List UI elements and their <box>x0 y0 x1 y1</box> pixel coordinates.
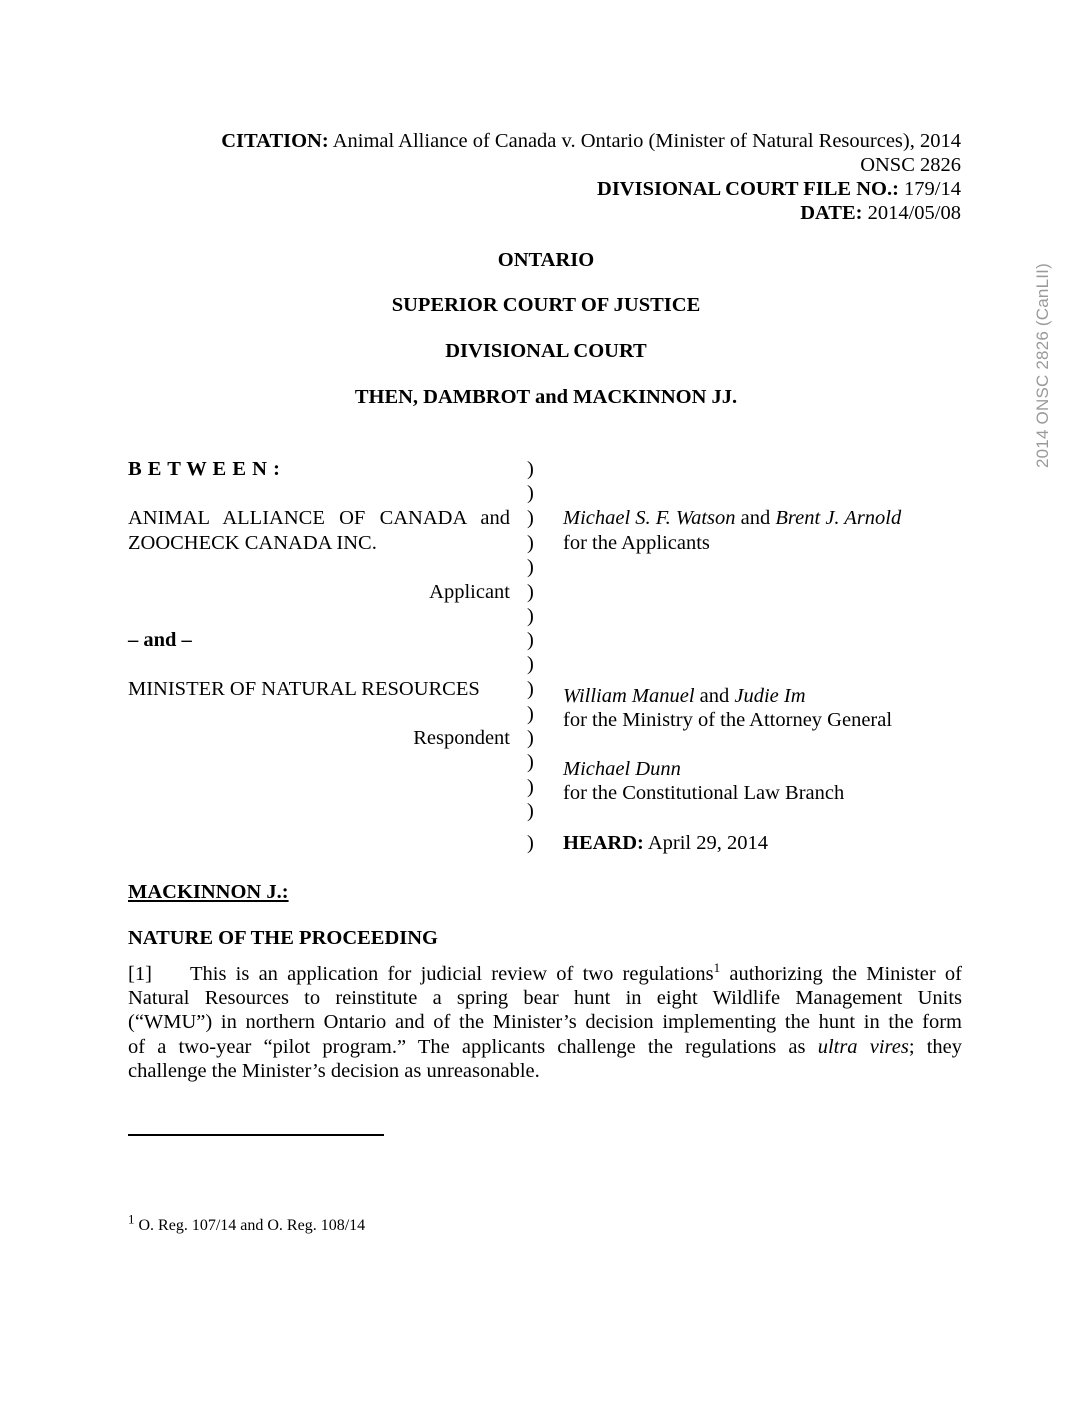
counsel-and: and <box>699 685 730 707</box>
bracket-mark: ) <box>527 458 534 480</box>
heard-date: April 29, 2014 <box>647 832 769 854</box>
bracket-mark: ) <box>527 653 534 675</box>
paragraph-line: Natural Resources to reinstitute a spring bear hunt in eight Wildlife Management Units <box>128 987 962 1010</box>
bracket-mark: ) <box>527 727 534 749</box>
paragraph-1 <box>128 962 962 1083</box>
counsel-name: Judie Im <box>734 685 806 707</box>
court-file-label: DIVISIONAL COURT FILE NO.: <box>597 178 899 200</box>
bracket-mark: ) <box>527 678 534 700</box>
bracket-mark: ) <box>527 556 534 578</box>
counsel-name: William Manuel <box>563 685 695 707</box>
section-heading: NATURE OF THE PROCEEDING <box>128 927 439 949</box>
citation-line <box>221 129 961 153</box>
citation-label: CITATION: <box>221 130 329 152</box>
intervenor-counsel-role: for the Constitutional Law Branch <box>563 782 845 804</box>
footnote <box>128 1211 366 1238</box>
applicants-counsel-role: for the Applicants <box>563 532 710 554</box>
paragraph-line <box>128 1035 962 1059</box>
heard-label: HEARD: <box>563 832 644 854</box>
respondent-counsel <box>563 684 806 708</box>
court-file-number: 179/14 <box>904 178 961 200</box>
bracket-mark: ) <box>527 776 534 798</box>
intervenor-counsel: Michael Dunn <box>563 758 681 780</box>
bracket-mark: ) <box>527 832 534 854</box>
counsel-name: Michael S. F. Watson <box>563 507 736 529</box>
judgment-author: MACKINNON J.: <box>128 881 289 903</box>
paragraph-italic-text: ultra vires <box>817 1035 909 1058</box>
court-name: SUPERIOR COURT OF JUSTICE <box>391 294 701 316</box>
bracket-mark: ) <box>527 507 534 529</box>
date-value: 2014/05/08 <box>867 202 961 224</box>
bracket-mark: ) <box>527 581 534 603</box>
paragraph-text: of a two-year “pilot program.” The applicants challenge the regulations as <box>128 1035 806 1058</box>
bracket-mark: ) <box>527 703 534 725</box>
bracket-mark: ) <box>527 482 534 504</box>
date-line <box>800 201 961 225</box>
court-division: DIVISIONAL COURT <box>445 340 647 362</box>
applicants-counsel <box>563 506 901 530</box>
court-file-line <box>597 177 961 201</box>
heard-line <box>563 831 768 855</box>
counsel-and: and <box>740 507 771 529</box>
bracket-mark: ) <box>527 800 534 822</box>
bracket-mark: ) <box>527 605 534 627</box>
footnote-marker: 1 <box>128 1211 135 1227</box>
paragraph-number: [1] <box>128 963 152 985</box>
between-label: B E T W E E N : <box>128 458 281 480</box>
canlii-watermark: 2014 ONSC 2826 (CanLII) <box>1033 263 1052 468</box>
footnote-text: O. Reg. 107/14 and O. Reg. 108/14 <box>138 1217 366 1234</box>
citation-text: Animal Alliance of Canada v. Ontario (Minister of Natural Resources), 2014 <box>332 130 961 152</box>
paragraph-line: challenge the Minister’s decision as unreasonable. <box>128 1059 540 1082</box>
paragraph-text: authorizing the Minister of <box>720 963 963 985</box>
paragraph-text: This is an application for judicial review of two regulations <box>190 963 714 985</box>
applicant-name-line2: ZOOCHECK CANADA INC. <box>128 532 377 554</box>
paragraph-line <box>128 962 962 986</box>
date-label: DATE: <box>800 202 863 224</box>
bracket-mark: ) <box>527 532 534 554</box>
respondent-name: MINISTER OF NATURAL RESOURCES <box>128 678 480 700</box>
bracket-mark: ) <box>527 629 534 651</box>
judges-line: THEN, DAMBROT and MACKINNON JJ. <box>354 386 738 408</box>
counsel-name: Brent J. Arnold <box>775 507 902 529</box>
respondent-role: Respondent <box>413 727 510 749</box>
province-title: ONTARIO <box>497 249 595 271</box>
and-separator: – and – <box>128 629 192 651</box>
bracket-mark: ) <box>527 751 534 773</box>
footnote-reference: 1 <box>713 960 721 976</box>
footnote-separator <box>128 1134 384 1136</box>
respondent-counsel-role: for the Ministry of the Attorney General <box>563 709 893 731</box>
paragraph-line: (“WMU”) in northern Ontario and of the Minister’s decision implementing the hunt in the form <box>128 1011 962 1034</box>
citation-line-2: ONSC 2826 <box>860 154 961 176</box>
paragraph-text: ; they <box>908 1035 962 1058</box>
applicant-name-line1: ANIMAL ALLIANCE OF CANADA and <box>128 507 510 529</box>
applicant-role: Applicant <box>429 581 510 603</box>
